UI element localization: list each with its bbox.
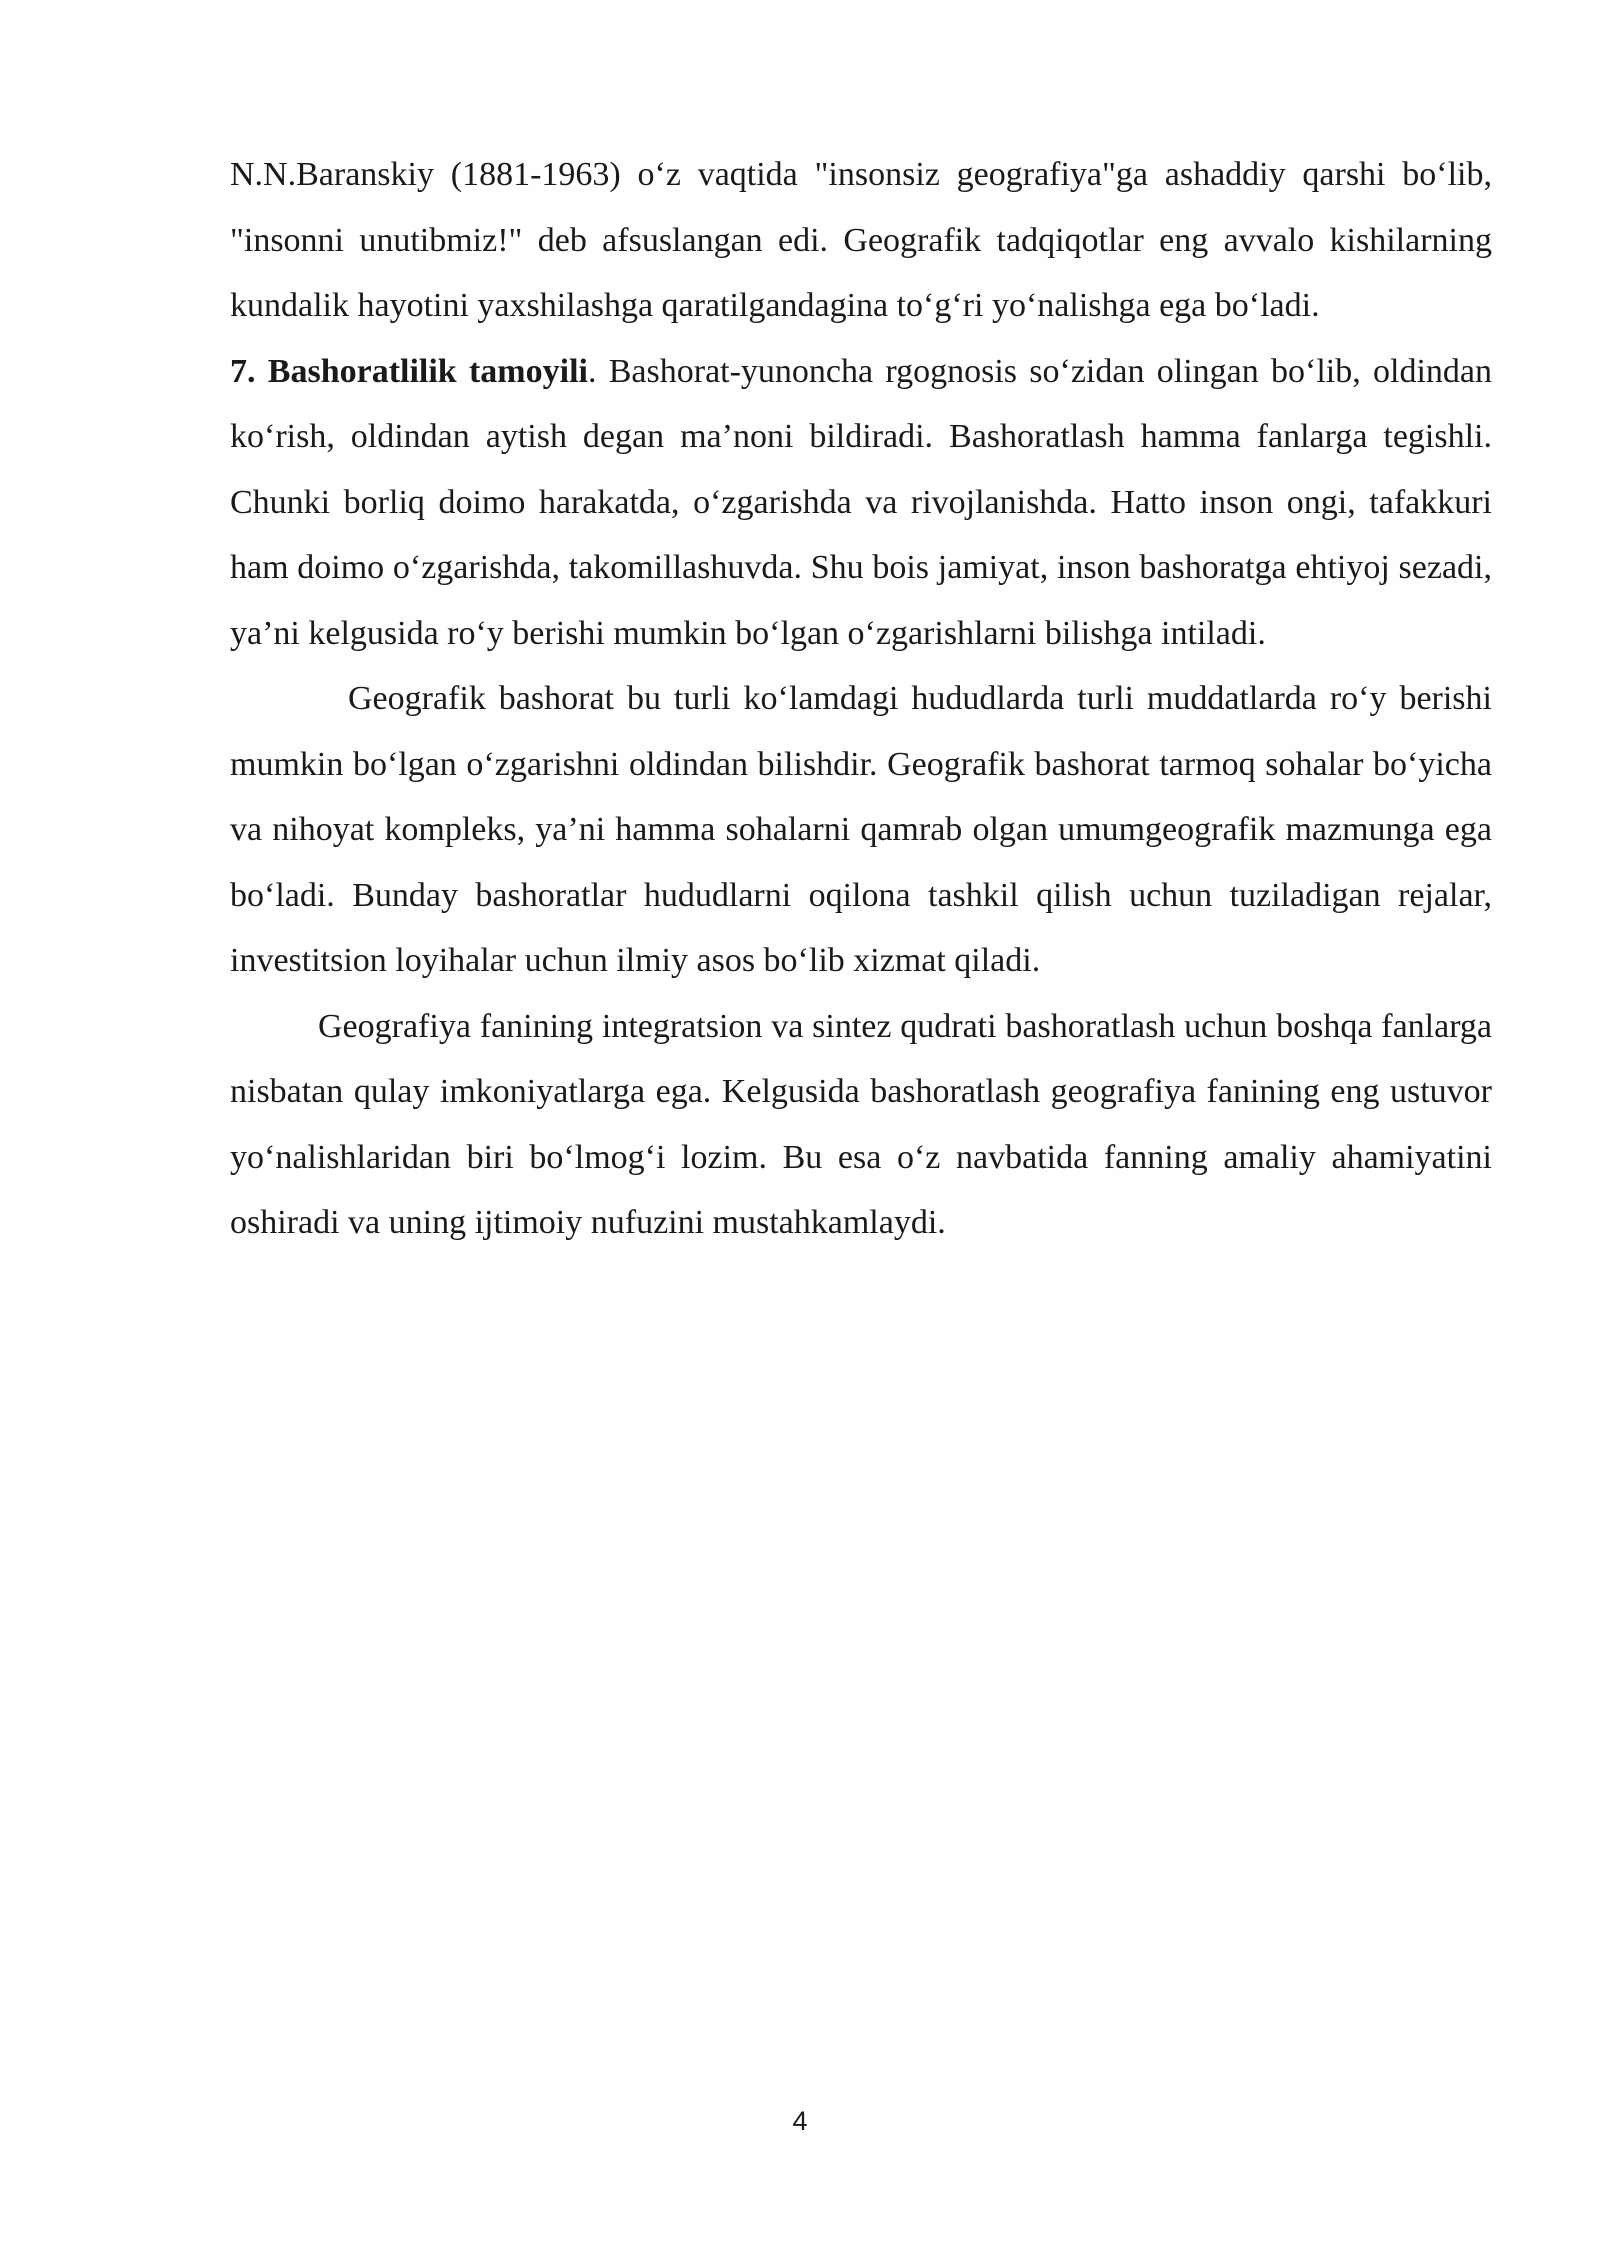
paragraph-bashoratlilik-text: . Bashorat-yunoncha rgognosis so‘zidan olingan bo‘lib, oldindan ko‘rish, oldindan aytish degan ma’noni bildiradi. Bashoratlash hamma fanlarga tegishli. Chunki borliq doimo harakatda, o‘zgarishda va rivojlanishda. Hatto inson ongi, tafakkuri ham doimo o‘zgarishda, takomillashuvda. Shu bois jamiyat, inson bashoratga ehtiyoj sezadi, ya’ni kelgusida ro‘y berishi mumkin bo‘lgan o‘zgarishlarni bilishga intiladi.: [230, 352, 1492, 652]
paragraph-geografik-bashorat: Geografik bashorat bu turli ko‘lamdagi hududlarda turli muddatlarda ro‘y berishi mumkin bo‘lgan o‘zgarishni oldindan bilishdir. Geografik bashorat tarmoq sohalar bo‘yicha va nihoyat kompleks, ya’ni hamma sohalarni qamrab olgan umumgeografik mazmunga ega bo‘ladi. Bunday bashoratlar hududlarni oqilona tashkil qilish uchun tuziladigan rejalar, investitsion loyihalar uchun ilmiy asos bo‘lib xizmat qiladi.: [230, 680, 1492, 979]
page-number: 4: [792, 2106, 808, 2136]
document-body: [230, 142, 1492, 1256]
paragraph-geografiya-fani: Geografiya fanining integratsion va sintez qudrati bashoratlash uchun boshqa fanlarga nisbatan qulay imkoniyatlarga ega. Kelgusida bashoratlash geografiya fanining eng ustuvor yo‘nalishlaridan biri bo‘lmog‘i lozim. Bu esa o‘z navbatida fanning amaliy ahamiyatini oshiradi va uning ijtimoiy nufuzini mustahkamlaydi.: [230, 1007, 1492, 1241]
paragraph-baranskiy: N.N.Baranskiy (1881-1963) o‘z vaqtida "insonsiz geografiya"ga ashaddiy qarshi bo‘lib, "insonni unutibmiz!" deb afsuslangan edi. Geografik tadqiqotlar eng avvalo kishilarning kundalik hayotini yaxshilashga qaratilgandagina to‘g‘ri yo‘nalishga ega bo‘ladi.: [230, 156, 1492, 324]
section-heading: 7. Bashoratlilik tamoyili: [230, 352, 588, 390]
paragraph-bashoratlilik: [230, 339, 1492, 667]
